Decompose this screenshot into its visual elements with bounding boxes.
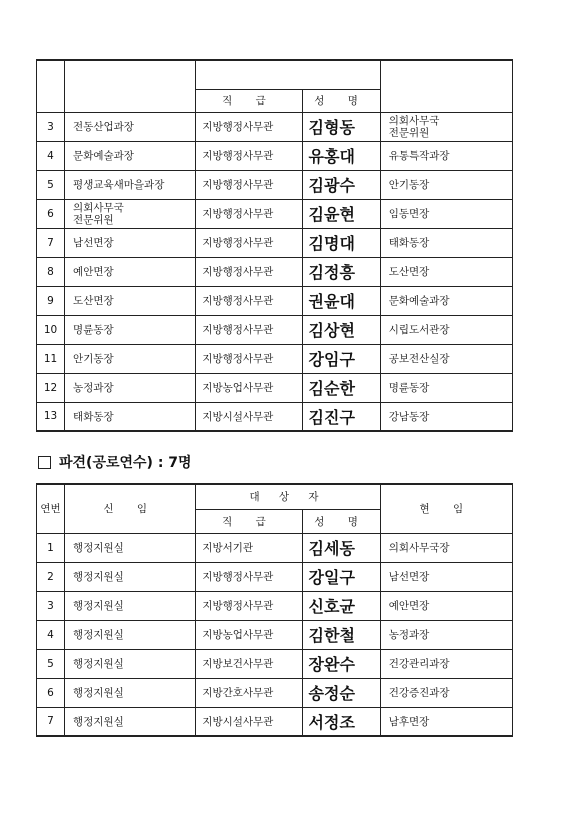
new-post xyxy=(65,228,196,257)
person-name: 김형동 xyxy=(302,112,380,141)
new-post-line: 전문위원 xyxy=(73,213,114,226)
new-post-line: 도산면장 xyxy=(73,295,114,307)
table-row xyxy=(37,112,513,141)
new-post: 행정지원실 xyxy=(65,620,196,649)
row-number: 7 xyxy=(37,707,65,736)
row-number: 4 xyxy=(37,141,65,170)
rank: 지방행정사무관 xyxy=(196,141,302,170)
new-post-line: 안기동장 xyxy=(73,353,114,365)
header-new: 신 임 xyxy=(65,484,196,533)
table-row xyxy=(37,199,513,228)
rank: 지방농업사무관 xyxy=(196,373,302,402)
current-post-line: 공보전산실장 xyxy=(388,353,450,365)
rank: 지방행정사무관 xyxy=(196,286,302,315)
table-row xyxy=(37,344,513,373)
person-name: 강일구 xyxy=(302,562,380,591)
person-name: 김순한 xyxy=(302,373,380,402)
rank: 지방행정사무관 xyxy=(196,228,302,257)
current-post: 남후면장 xyxy=(380,707,512,736)
row-number: 4 xyxy=(37,620,65,649)
person-name: 서정조 xyxy=(302,707,380,736)
new-post: 행정지원실 xyxy=(65,678,196,707)
rank: 지방행정사무관 xyxy=(196,562,302,591)
new-post xyxy=(65,199,196,228)
current-post xyxy=(380,373,512,402)
current-post-line: 안기동장 xyxy=(388,179,430,191)
person-name: 송정순 xyxy=(302,678,380,707)
row-number: 8 xyxy=(37,257,65,286)
row-number: 10 xyxy=(37,315,65,344)
new-post xyxy=(65,315,196,344)
current-post: 건강증진과장 xyxy=(380,678,512,707)
new-post: 행정지원실 xyxy=(65,707,196,736)
table-header-top xyxy=(37,60,513,89)
table-row xyxy=(37,228,513,257)
rank: 지방행정사무관 xyxy=(196,591,302,620)
table-row xyxy=(37,286,513,315)
row-number: 5 xyxy=(37,649,65,678)
row-number: 1 xyxy=(37,533,65,562)
row-number: 6 xyxy=(37,678,65,707)
row-number: 6 xyxy=(37,199,65,228)
new-post xyxy=(65,402,196,431)
table-row xyxy=(37,591,513,620)
header-no: 연번 xyxy=(37,484,65,533)
row-number: 3 xyxy=(37,112,65,141)
row-number: 9 xyxy=(37,286,65,315)
person-name: 김한철 xyxy=(302,620,380,649)
row-number: 5 xyxy=(37,170,65,199)
new-post: 행정지원실 xyxy=(65,591,196,620)
new-post: 행정지원실 xyxy=(65,533,196,562)
table-row xyxy=(37,678,513,707)
new-post-line: 평생교육새마을과장 xyxy=(73,179,165,191)
current-post: 농정과장 xyxy=(380,620,512,649)
current-post xyxy=(380,199,512,228)
rank: 지방행정사무관 xyxy=(196,257,302,286)
table-row xyxy=(37,562,513,591)
rank: 지방농업사무관 xyxy=(196,620,302,649)
rank: 지방행정사무관 xyxy=(196,199,302,228)
person-name: 장완수 xyxy=(302,649,380,678)
row-number: 12 xyxy=(37,373,65,402)
table-row xyxy=(37,707,513,736)
person-name: 강임구 xyxy=(302,344,380,373)
current-post: 남선면장 xyxy=(380,562,512,591)
table-row xyxy=(37,257,513,286)
row-number: 3 xyxy=(37,591,65,620)
new-post-line: 예안면장 xyxy=(73,266,114,278)
person-name: 김윤현 xyxy=(302,199,380,228)
header-name: 성 명 xyxy=(302,509,380,533)
current-post xyxy=(380,112,512,141)
current-post-line: 유통특작과장 xyxy=(388,150,450,162)
table-row xyxy=(37,649,513,678)
new-post xyxy=(65,344,196,373)
new-post-line: 전동산업과장 xyxy=(73,121,134,133)
rank: 지방행정사무관 xyxy=(196,344,302,373)
rank: 지방시설사무관 xyxy=(196,402,302,431)
header-name: 성 명 xyxy=(302,89,380,112)
row-number: 7 xyxy=(37,228,65,257)
table-row xyxy=(37,620,513,649)
new-post xyxy=(65,286,196,315)
current-post-line: 강남동장 xyxy=(388,410,430,423)
new-post-line: 태화동장 xyxy=(73,410,114,423)
transfer-table xyxy=(36,59,513,432)
current-post: 예안면장 xyxy=(380,591,512,620)
current-post-line: 의회사무국 xyxy=(388,114,440,127)
table-row xyxy=(37,141,513,170)
new-post xyxy=(65,141,196,170)
new-post-line: 남선면장 xyxy=(73,237,114,249)
current-post: 의회사무국장 xyxy=(380,533,512,562)
table-row xyxy=(37,373,513,402)
rank: 지방간호사무관 xyxy=(196,678,302,707)
person-name: 김세동 xyxy=(302,533,380,562)
new-post: 행정지원실 xyxy=(65,649,196,678)
current-post xyxy=(380,170,512,199)
new-post-line: 의회사무국 xyxy=(73,201,124,214)
section-title: 파견(공로연수) : 7명 xyxy=(59,455,192,471)
header-rank: 직 급 xyxy=(196,89,302,112)
current-post-line: 태화동장 xyxy=(388,237,430,249)
rank: 지방행정사무관 xyxy=(196,112,302,141)
new-post xyxy=(65,257,196,286)
new-post: 행정지원실 xyxy=(65,562,196,591)
table-header-top xyxy=(37,484,513,509)
dispatch-table xyxy=(36,483,513,737)
new-post-line: 명륜동장 xyxy=(73,324,114,336)
row-number: 2 xyxy=(37,562,65,591)
new-post xyxy=(65,112,196,141)
new-post-line: 문화예술과장 xyxy=(73,150,134,162)
rank: 지방행정사무관 xyxy=(196,315,302,344)
header-rank: 직 급 xyxy=(196,509,302,533)
person-name: 김광수 xyxy=(302,170,380,199)
current-post-line: 도산면장 xyxy=(388,266,430,278)
row-number: 13 xyxy=(37,402,65,431)
table-row xyxy=(37,402,513,431)
current-post xyxy=(380,344,512,373)
new-post-line: 농정과장 xyxy=(73,382,114,394)
current-post-line: 명륜동장 xyxy=(388,382,430,394)
table-row xyxy=(37,315,513,344)
current-post-line: 전문위원 xyxy=(388,126,430,139)
checkbox-square-icon xyxy=(38,456,51,469)
person-name: 김진구 xyxy=(302,402,380,431)
person-name: 김상현 xyxy=(302,315,380,344)
current-post-line: 임동면장 xyxy=(388,208,430,220)
section-heading xyxy=(38,452,192,472)
person-name: 김정흥 xyxy=(302,257,380,286)
new-post xyxy=(65,373,196,402)
current-post xyxy=(380,315,512,344)
current-post: 건강관리과장 xyxy=(380,649,512,678)
rank: 지방시설사무관 xyxy=(196,707,302,736)
rank: 지방보건사무관 xyxy=(196,649,302,678)
person-name: 권윤대 xyxy=(302,286,380,315)
header-target: 대 상 자 xyxy=(196,484,380,509)
new-post xyxy=(65,170,196,199)
row-number: 11 xyxy=(37,344,65,373)
current-post-line: 문화예술과장 xyxy=(388,295,450,307)
person-name: 유홍대 xyxy=(302,141,380,170)
header-current: 현 임 xyxy=(380,484,512,533)
current-post xyxy=(380,141,512,170)
current-post xyxy=(380,228,512,257)
table-row xyxy=(37,533,513,562)
person-name: 김명대 xyxy=(302,228,380,257)
current-post xyxy=(380,402,512,431)
current-post xyxy=(380,286,512,315)
rank: 지방서기관 xyxy=(196,533,302,562)
person-name: 신호균 xyxy=(302,591,380,620)
table-row xyxy=(37,170,513,199)
rank: 지방행정사무관 xyxy=(196,170,302,199)
current-post-line: 시립도서관장 xyxy=(388,324,450,336)
current-post xyxy=(380,257,512,286)
